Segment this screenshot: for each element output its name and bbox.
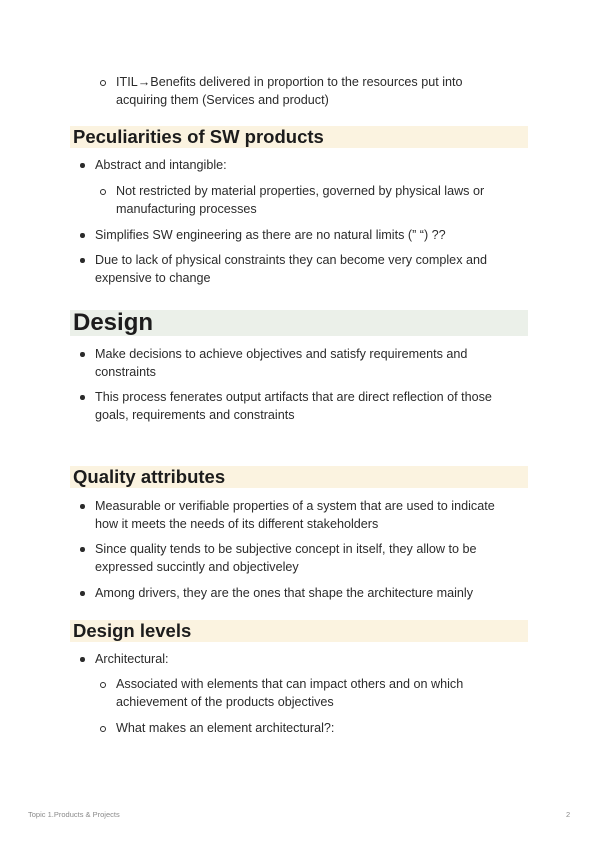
footer-topic: Topic 1.Products & Projects (28, 810, 120, 819)
peculiarities-sublist (94, 182, 514, 218)
list-item: Abstract and intangible: (73, 156, 513, 174)
list-item: Measurable or verifiable properties of a system that are used to indicate how it meets the needs of its different stakeholders (73, 497, 513, 533)
levels-sublist (94, 675, 514, 711)
heading-quality-attributes: Quality attributes (70, 466, 528, 488)
list-item: Architectural: (73, 650, 513, 668)
list-item: What makes an element architectural?: (94, 719, 514, 737)
heading-design-levels: Design levels (70, 620, 528, 642)
heading-design: Design (70, 310, 528, 336)
peculiarities-list (73, 156, 513, 174)
intro-list (94, 73, 514, 109)
intro-itil-item: ITIL→Benefits delivered in proportion to the resources put into acquiring them (Services and product) (94, 73, 514, 109)
levels-sublist-cont (94, 719, 514, 737)
list-item: Associated with elements that can impact others and on which achievement of the products objectives (94, 675, 514, 711)
list-item: Make decisions to achieve objectives and satisfy requirements and constraints (73, 345, 513, 381)
list-item: Among drivers, they are the ones that shape the architecture mainly (73, 584, 513, 602)
quality-list-cont2 (73, 584, 513, 602)
peculiarities-list-cont (73, 226, 513, 244)
list-item: Simplifies SW engineering as there are no natural limits (” “) ?? (73, 226, 513, 244)
design-list (73, 345, 513, 381)
quality-list (73, 497, 513, 533)
list-item: Not restricted by material properties, governed by physical laws or manufacturing processes (94, 182, 514, 218)
list-item: This process fenerates output artifacts that are direct reflection of those goals, requirements and constraints (73, 388, 513, 424)
levels-list (73, 650, 513, 668)
peculiarities-list-cont2 (73, 251, 513, 287)
design-list-cont (73, 388, 513, 424)
list-item: Due to lack of physical constraints they can become very complex and expensive to change (73, 251, 513, 287)
heading-peculiarities: Peculiarities of SW products (70, 126, 528, 148)
list-item: Since quality tends to be subjective concept in itself, they allow to be expressed succintly and objectiveley (73, 540, 513, 576)
footer-page-number: 2 (566, 810, 571, 819)
quality-list-cont (73, 540, 513, 576)
